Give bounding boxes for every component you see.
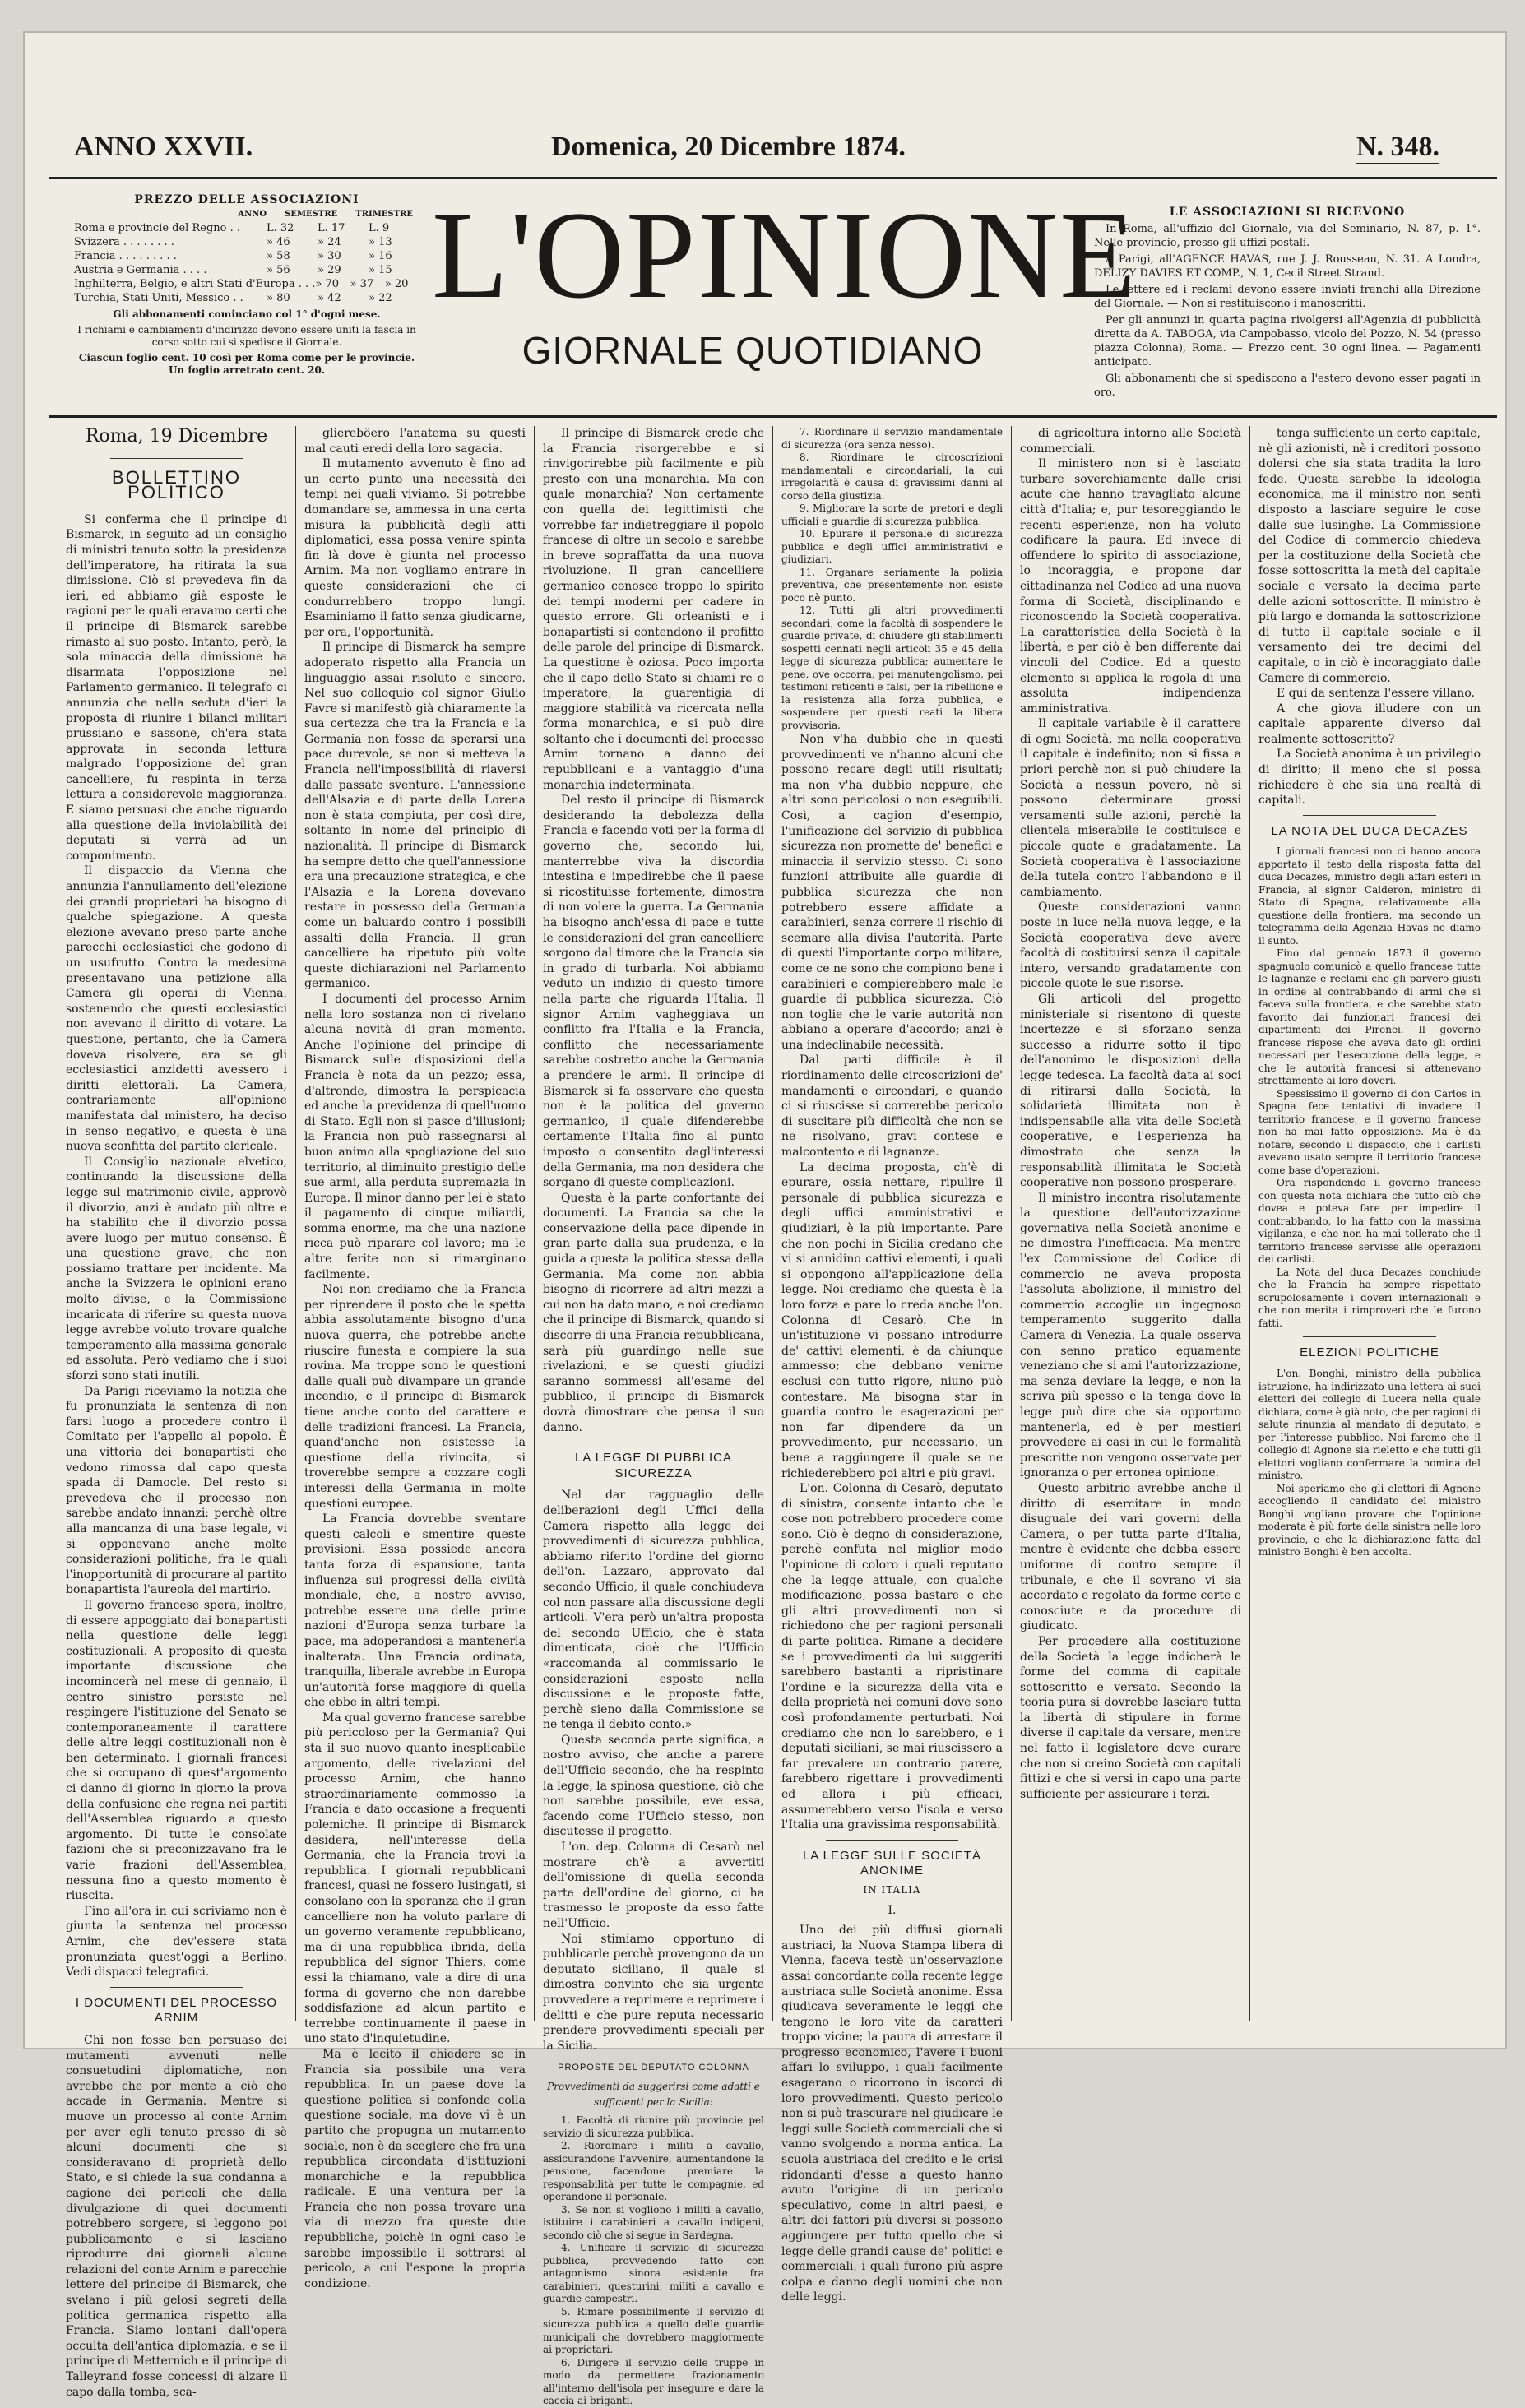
- paragraph: Il ministero non si è lasciato turbare soverchiamente dalle crisi acute che hanno travagliato alcune città d'Italia; e, pur tesoreggiando le recenti esperienze, non ha voluto codificare la paura. Ed invece di offendere lo spirito di associazione, lo incoraggia, e propone dar cittadinanza nel Codice ad una nuova forma di Società, disciplinando e riconoscendo la Società cooperativa. La caratteristica della Società è la libertà, e per ciò è ben differente dai vincoli del Codice. Ed a questo elemento si applica la regola di una assoluta indipendenza amministrativa.: [1020, 457, 1241, 715]
- paragraph: Fino all'ora in cui scriviamo non è giunta la sentenza nel processo Arnim, che dev'essere stata pronunziata quest'oggi a Berlino. Vedi dispacci telegrafici.: [66, 1904, 287, 1980]
- paragraph: Questa è la parte confortante dei documenti. La Francia sa che la conservazione della pace dipende in gran parte dalla sua prudenza, e la guida a questa la politica stessa della Germania. Ma come non abbia bisogno di ricorrere ad altri mezzi a cui non ha dato mano, e noi crediamo che il principe di Bismarck, quando si discorre di una Francia repubblicana, sarà più guardingo nelle sue rivelazioni, e se questi giudizi saranno sommessi all'esame del pubblico, il principe di Bismarck dovrà dimostrare che pensa il suo danno.: [543, 1191, 764, 1434]
- section-title: BOLLETTINO POLITICO: [112, 466, 241, 503]
- paragraph: La decima proposta, ch'è di epurare, ossia nettare, ripulire il personale di pubblica sicurezza e degli uffici amministrativi e giudiziari, è la più importante. Pare che non pochi in Sicilia credano che vi si annidino cattivi elementi, i quali si oppongono all'applicazione della legge. Noi crediamo che questa è la loro forza e pare lo creda anche l'on. Colonna di Cesarò. Che in un'istituzione vi possano introdurre de' cattivi elementi, è da chiunque ammesso; che debbano venirne esclusi con tutto rigore, niuno può contestare. Ma bisogna star in guardia contro le esagerazioni per non far dipendere da un provvedimento, pur necessario, un bene a raggiungere il quale se ne richiederebbero poi altri e più gravi.: [781, 1160, 1003, 1480]
- paragraph: La Francia dovrebbe sventare questi calcoli e smentire queste previsioni. Essa possiede ancora tanta forza di espansione, tanta influenza sui progressi della civiltà mondiale, che, a nostro avviso, potrebbe essere una delle prime nazioni d'Europa senza turbare la pace, ma adoperandosi a mantenerla inalterata. Una Francia ordinata, tranquilla, liberale avrebbe in Europa un'autorità forse maggiore di quella che ebbe in altri tempi.: [304, 1512, 526, 1710]
- rate-row: [74, 263, 419, 277]
- newspaper-page: [25, 33, 1505, 2407]
- paragraph: Non v'ha dubbio che in questi provvedimenti ve n'hanno alcuni che possono recare degli utili risultati; ma non v'ha dubbio neppure, che altri sono pericolosi o non eseguibili. Così, a cagion d'esempio, l'unificazione del servizio di pubblica sicurezza non promette de' benefici e minaccia il servizio stesso. Ci sono funzioni attribuite alle guardie di pubblica sicurezza che non potrebbero essere affidate a carabinieri, senza correre il rischio di scemare alla divisa l'autorità. Parte di questi l'importante corpo militare, come ce ne sono che compiono bene i carabinieri e compierebbero male le guardie di pubblica sicurezza. Ciò non toglie che le varie autorità non abbiano a operare d'accordo; anzi è una indeclinabile necessità.: [781, 733, 1003, 1052]
- rate-year: » 46: [267, 236, 290, 248]
- paragraph: Chi non fosse ben persuaso dei mutamenti avvenuti nelle consuetudini diplomatiche, non avrebbe che por mente a ciò che accade in Germania. Mentre si muove un processo al conte Arnim per aver egli tenuto presso di sè alcuni documenti che si consideravano di proprietà dello Stato, e si chiede la sua condanna a cagione dei pericoli che dalla divulgazione di quei documenti potrebbero sorgere, si leggono poi pubblicamente e si lasciano riprodurre dai giornali alcune relazioni del conte Arnim e parecchie lettere del principe di Bismarck, che svelano i più gelosi segreti della politica germanica rispetto alla Francia. Siamo lontani dall'opera occulta dell'antica diplomazia, e se il principe di Metternich e il principe di Talleyrand fosse concessi di alzare il capo dalla tomba, sca-: [66, 2033, 287, 2399]
- paragraph: Questo arbitrio avrebbe anche il diritto di esercitare in modo disuguale dei vari governi della Camera, o per tutta parte d'Italia, mentre è evidente che debba essere uniforme di contro sempre il tribunale, e che il sovrano vi sia accordato e regolato da forme certe e conosciute e da procedure di giudicato.: [1020, 1481, 1241, 1633]
- divider: [1303, 1336, 1436, 1337]
- paragraph: Noi non crediamo che la Francia per riprendere il posto che le spetta abbia assolutamente bisogno d'una nuova guerra, che potrebbe anche riuscire funesta e compiere la sua rovina. Ma troppe sono le questioni dalle quali può divampare un grande incendio, e il principe di Bismarck tiene anche conto del carattere e delle tradizioni francesi. La Francia, quand'anche non esistesse la questione della rivincita, si troverebbe sempre a cozzare cogli interessi della Germania in molte questioni europee.: [304, 1283, 526, 1511]
- paragraph: Del resto il principe di Bismarck desiderando la debolezza della Francia e facendo voti per la forma di governo che, secondo lui, manterrebbe viva la discordia intestina e impedirebbe che il paese si ricostituisse fortemente, dimostra di non volere la guerra. La Germania ha bisogno anch'essa di pace e tutte le considerazioni del gran cancelliere sorgono dal timore che la Francia sia in grado di turbarla. Noi abbiamo veduto un indizio di questo timore nella parte che riguarda l'Italia. Il signor Arnim vagheggiava un conflitto fra l'Italia e la Francia, conflitto che necessariamente sarebbe costretto anche la Germania a prendere le armi. Il principe di Bismarck si fa osservare che questa non è la politica del governo germanico, il quale difenderebbe certamente l'Italia fino al punto imposto o consentito dagl'interessi della Germania, ma non desidera che sorgano di queste complicazioni.: [543, 794, 764, 1190]
- paragraph: Queste considerazioni vanno poste in luce nella nuova legge, e la Società cooperativa deve avere facoltà di costituirsi senza il capitale intero, versando gradatamente con piccole quote le sue risorse.: [1020, 901, 1241, 991]
- subsection-title: PROPOSTE DEL DEPUTATO COLONNA: [558, 2063, 749, 2073]
- paragraph: La Società anonima è un privilegio di diritto; il meno che si possa richiedere è che sia una realtà di capitali.: [1258, 748, 1481, 808]
- paragraph: L'on. dep. Colonna di Cesarò nel mostrare ch'è a avvertiti dell'omissione di quella seconda parte dell'ordine del giorno, ci ha trasmesso le proposte da esso fatte nell'Ufficio.: [543, 1841, 764, 1930]
- rate-year: » 56: [267, 264, 290, 276]
- section-subtitle: IN ITALIA: [863, 1883, 921, 1896]
- paragraph: Spessissimo il governo di don Carlos in Spagna fece tentativi di invadere il territorio francese, e il governo francese non ha mai fatto opposizione. Ma è da notare, secondo il dispaccio, che i carlisti avevano usato sempre il territorio francese come base d'operazioni.: [1258, 1087, 1481, 1176]
- paragraph: Gli articoli del progetto ministeriale si risentono di queste incertezze e si sforzano senza successo a ridurre sotto il tipo dell'anonimo le disposizioni della legge tedesca. La facoltà data ai soci di ritirarsi dalla Società, la solidarietà illimitata non è indispensabile alla vita delle Società cooperative, e l'esperienza ha dimostrato che senza la responsabilità illimitata le Società cooperative non possono prosperare.: [1020, 992, 1241, 1190]
- rate-region: Austria e Germania . . . .: [74, 264, 207, 276]
- rate-region: Roma e provincie del Regno . .: [74, 222, 240, 234]
- masthead-rule: [49, 415, 1497, 418]
- paragraph: 8. Riordinare le circoscrizioni mandamentali e circondariali, la cui irregolarità è causa di gravissimi danni al corso della giustizia.: [781, 452, 1003, 502]
- section-title: LA NOTA DEL DUCA DECAZES: [1271, 823, 1468, 838]
- rate-semester: » 29: [318, 264, 341, 276]
- paragraph: E qui da sentenza l'essere villano.: [1277, 687, 1475, 701]
- col-year: ANNO: [238, 210, 267, 219]
- paragraph: 3. Se non si vogliono i militi a cavallo, istituire i carabinieri a cavallo indigeni, secondo ciò che si segue in Sardegna.: [543, 2203, 764, 2241]
- newspaper-subtitle: GIORNALE QUOTIDIANO: [521, 329, 984, 372]
- rate-region: Turchia, Stati Uniti, Messico . .: [74, 292, 243, 304]
- column-5: [1012, 426, 1250, 2021]
- newspaper-title: L'OPINIONE: [432, 186, 1138, 324]
- header-rule: [49, 177, 1497, 179]
- paragraph: gliereböero l'anatema su questi mal cauti eredi della loro sagacia.: [304, 427, 526, 456]
- ads-text: Per gli annunzi in quarta pagina rivolgersi all'Agenzia di pubblicità diretta da A. TABOGA, via Campobasso, vicolo del Pozzo, N. 54 (presso piazza Colonna), Roma. — Prezzo cent. 30 ogni linea. — Pagamenti anticipato.: [1094, 314, 1481, 368]
- paragraph: Dal parti difficile è il riordinamento delle circoscrizioni de' mandamenti e circondari, e quando ci si riuscisse si correrebbe pericolo di suscitare più difficoltà che non se ne risolvano, gravi contese e malcontento e di lagnanze.: [781, 1054, 1003, 1160]
- paragraph: Il principe di Bismarck ha sempre adoperato rispetto alla Francia un linguaggio assai risoluto e sincero. Nel suo colloquio col signor Giulio Favre si manifestò già chiaramente la sua certezza che tra la Francia e la Germania non fosse da sperarsi una pace durevole, se non si metteva la Francia nell'impossibilità di riaversi dalle passate sventure. L'annessione dell'Alsazia e di parte della Lorena non è stata compiuta, per così dire, soltanto in nome del principio di nazionalità. Il principe di Bismarck ha sempre detto che quell'annessione era una precauzione strategica, e che l'Alsazia e la Lorena dovevano restare in possesso della Germania come un baluardo contro i possibili assalti della Francia. Il gran cancelliere ha ripetuto più volte queste dichiarazioni nel Parlamento germanico.: [304, 641, 526, 991]
- subscription-heading: PREZZO DELLE ASSOCIAZIONI: [134, 193, 359, 206]
- subsection-subtitle: Provvedimenti da suggerirsi come adatti e sufficienti per la Sicilia:: [547, 2080, 760, 2108]
- column-4: [773, 426, 1012, 2304]
- paragraph: I documenti del processo Arnim nella loro sostanza non ci rivelano alcuna novità di gran momento. Anche l'opinione del principe di Bismarck sulle disposizioni della Francia è nota da un pezzo; essa, d'altronde, dimostra la perspicacia ed anche la previdenza di quell'uomo di Stato. Egli non si pasce d'illusioni; la Francia non può rassegnarsi al buon animo alla spogliazione del suo territorio, al diminuito prestigio delle sue armi, alla perduta supremazia in Europa. Il minor danno per lei è stato il pagamento di cinque miliardi, somma enorme, ma che una nazione ricca può riparare col lavoro; ma le altre ferite non si rimarginano facilmente.: [304, 992, 526, 1281]
- rate-quarter: L. 9: [369, 222, 390, 234]
- paragraph: Il dispaccio da Vienna che annunzia l'annullamento dell'elezione dei grandi proprietari ha bisogno di qualche spiegazione. A questa elezione avevano preso parte anche parecchi ecclesiastici che godono di un usufrutto. Contro la medesima presentavano una petizione alla Camera gli operai di Vienna, sostenendo che questi ecclesiastici non avevano il diritto di votare. La questione, pertanto, che la Camera doveva risolvere, era se gli ecclesiastici anzidetti avessero i diritti elettorali. La Camera, contrariamente all'opinione manifestata dal ministero, ha deciso in senso negativo, e questa è una nuova sconfitta del partito clericale.: [66, 864, 287, 1154]
- rate-year: L. 32: [267, 222, 294, 234]
- paragraph: Uno dei più diffusi giornali austriaci, la Nuova Stampa libera di Vienna, faceva testè un'osservazione assai concordante colla recente legge austriaca sulle Società anonime. Essa giudicava severamente le leggi che tengono le loro vite da caratteri troppo vicine; la paura di arrestare il progresso economico, l'avere i buoni affari lo sviluppo, i quali facilmente esagerano o ricorrono in iscorci di loro provvedimenti. Questo pericolo non si può trascurare nel giudicare le leggi sulle Società commerciali che si vanno svolgendo a norma antica. La scuola austriaca del credito e le crisi ridondanti d'esse a questo hanno avuto l'origine di un pericolo speculativo, come in altri paesi, e altri dei fattori più diversi si possono aggiungere per tutto quello che si legge delle grandi cause de' politici e commerciali, i quali furono più aspre colpa e danno degli uomini che non delle leggi.: [781, 1924, 1003, 2304]
- section-title: ELEZIONI POLITICHE: [1300, 1345, 1439, 1360]
- column-3: [535, 426, 773, 2407]
- paragraph: Ma qual governo francese sarebbe più pericoloso per la Germania? Qui sta il suo nuovo quanto inesplicabile argomento, delle rivelazioni del processo Arnim, che hanno straordinariamente commosso la Francia e dato occasione a frequenti polemiche. Il principe di Bismarck desidera, nell'interesse della Germania, che la Francia trovi la repubblica. I giornali repubblicani francesi, quasi ne fossero lusingati, si consolano con la speranza che il gran cancelliere non ha voluto parlare di un governo veramente repubblicano, ma di una repubblica ibrida, della repubblica del signor Thiers, come essi la chiamano, vale a dire di una forma di governo che non darebbe soddisfazione ad alcun partito e terrebbe continuamente il paese in uno stato d'inquietudine.: [304, 1711, 526, 2046]
- divider: [110, 1987, 243, 1988]
- subscription-note: I richiami e cambiamenti d'indirizzo devono essere uniti la fascia in corso sotto cui si spedisce il Giornale.: [77, 324, 416, 348]
- divider: [826, 1840, 958, 1841]
- advertising-box: [1094, 206, 1481, 402]
- paragraph: Questa seconda parte significa, a nostro avviso, che anche a parere dell'Ufficio secondo, che ha respinto la legge, la spinosa questione, ciò che non sarebbe possibile, eve essa, facendo come l'Ufficio stesso, non discutesse il progetto.: [543, 1733, 764, 1839]
- rate-year: » 58: [267, 250, 290, 262]
- rate-row: [74, 291, 419, 305]
- rate-region: Inghilterra, Belgio, e altri Stati d'Europa . . .: [74, 278, 316, 290]
- subscription-box: [74, 193, 419, 377]
- rate-region: Svizzera . . . . . . . .: [74, 236, 174, 248]
- issue-serial: N. 348.: [1356, 132, 1439, 164]
- paragraph: 1. Facoltà di riunire più provincie pel servizio di sicurezza pubblica.: [543, 2114, 764, 2139]
- issue-number: ANNO XXVII.: [74, 132, 253, 162]
- rate-quarter: » 13: [369, 236, 392, 248]
- paragraph: Ora rispondendo il governo francese con questa nota dichiara che tutto ciò che dovea e poteva fare per impedire il contrabbando, lo ha fatto con la massima vigilanza, e che non ha mai tollerato che il territorio francese servisse alle operazioni dei carlisti.: [1258, 1177, 1481, 1266]
- dateline: Roma, 19 Dicembre: [85, 426, 268, 447]
- paragraph: Da Parigi riceviamo la notizia che fu pronunziata la sentenza di non farsi luogo a procedere contro il Comitato per l'appello al popolo. È una vittoria dei bonapartisti che vedono rimossa dal capo questa spada di Damocle. Del resto si prevedeva che il processo non sarebbe andato innanzi; perchè oltre alla mancanza di una base legale, vi si opponevano anche molte considerazioni politiche, fra le quali l'inopportunità di procurare al partito bonapartista l'aureola del martirio.: [66, 1384, 287, 1597]
- rate-semester: » 37: [350, 278, 374, 290]
- rate-semester: » 42: [318, 292, 341, 304]
- subscription-note: Gli abbonamenti cominciano col 1° d'ogni mese.: [113, 308, 381, 320]
- rate-row: [74, 277, 419, 291]
- paragraph: Il governo francese spera, inoltre, di essere appoggiato dai bonapartisti nella questione delle leggi costituzionali. A proposito di questa importante discussione che incomincerà nel mese di gennaio, il centro sinistro persiste nel respingere l'istituzione del Senato se contemporaneamente il carattere delle altre leggi costituzionali non è ben determinato. I giornali francesi che si occupano di quest'argomento ci danno di giorno in giorno la prova della confusione che regna nei partiti dell'Assemblea riguardo a questo argomento. Di tutte le consolate fazioni che si preconizzavano fra le varie frazioni dell'Assemblea, nessuna fino a questo momento è riuscita.: [66, 1598, 287, 1903]
- paragraph: Per procedere alla costituzione della Società la legge indicherà le forme del comma di capitale sottoscritto e versato. Secondo la teoria pura si dovrebbe lasciare tutta la libertà di stipulare in forme diverse il capitale da versare, mentre nel fatto il legislatore deve curare che non si creino Società con capitali fittizi e che si versi in capo una parte sufficiente per assicurare i terzi.: [1020, 1634, 1241, 1801]
- rate-quarter: » 22: [369, 292, 392, 304]
- paragraph: Il capitale variabile è il carattere di ogni Società, ma nella cooperativa il capitale è indefinito; non si fissa a priori perchè non si può chiudere la Società a nessun povero, nè si possono determinare grossi versamenti sulle azioni, perchè la clientela miserabile le costituisce e piccole quote e gradatamente. La Società cooperativa è l'associazione della tutela contro l'abbandono e il cambiamento.: [1020, 717, 1241, 899]
- paragraph: 9. Migliorare la sorte de' pretori e degli ufficiali e guardie di sicurezza pubblica.: [781, 502, 1003, 527]
- paragraph: Il ministro incontra risolutamente la questione dell'autorizzazione governativa nella Società anonime e ne dimostra l'inefficacia. Ma mentre l'ex Commissione del Codice di commercio ne aveva proposta l'assoluta abolizione, il ministro del commercio accoglie un ingegnoso temperamento suggerito dalla Camera di Venezia. La quale osserva con senno pratico equamente veneziano che si ami l'autorizzazione, ma senza deviare la legge, e non la scriva più spesso e la tenga dove la legge può dire che sia opportuno mantenerla, ed è per mestieri provvedere ai casi in cui le formalità prescritte non vengono osservate per ignoranza o per erronea opinione.: [1020, 1191, 1241, 1480]
- paragraph: 5. Rimare possibilmente il servizio di sicurezza pubblica a quello delle guardie municipali che dovrebbero maggiormente ai proprietari.: [543, 2305, 764, 2356]
- paragraph: 11. Organare seriamente la polizia preventiva, che presentemente non esiste poco nè punto.: [781, 566, 1003, 604]
- divider: [110, 458, 243, 459]
- rate-quarter: » 15: [369, 264, 392, 276]
- rate-quarter: » 20: [384, 278, 409, 290]
- divider: [1303, 815, 1436, 816]
- paragraph: Il mutamento avvenuto è fino ad un certo punto una necessità dei tempi nei quali viviamo. Si potrebbe domandare se, ammessa in una certa misura la pubblicità degli atti diplomatici, essa possa venire spinta fin là dove è giunta nel processo Arnim. Ma non vogliamo entrare in queste considerazioni che ci condurrebbero troppo lungi. Esaminiamo il fatto senza giudicarne, per ora, l'opportunità.: [304, 457, 526, 639]
- col-quarter: TRIMESTRE: [355, 210, 413, 219]
- paragraph: A che giova illudere con un capitale apparente diverso dal realmente sottoscritto?: [1258, 702, 1481, 746]
- column-1: [58, 426, 296, 2399]
- rate-region: Francia . . . . . . . . .: [74, 250, 177, 262]
- paragraph: L'on. Bonghi, ministro della pubblica istruzione, ha indirizzato una lettera ai suoi elettori dei collegio di Lucera nella quale dichiara, come è già noto, che per ragioni di salute rinunzia al mandato di deputato, e per l'interesse pubblico. Noi faremo che il collegio di Agnone sia rieletto e che tutti gli elettori vogliano confermare la nomina del ministro.: [1258, 1368, 1481, 1482]
- article-columns: [58, 426, 1489, 2407]
- paragraph: L'on. Colonna di Cesarò, deputato di sinistra, consente intanto che le cose non potrebbero procedere come sono. Ciò è degno di considerazione, perchè confuta nel miglior modo l'opinione di coloro i quali reputano che la legge attuale, con qualche modificazione, possa bastare e che gli altri provvedimenti non si richiedono che per ragioni personali di parte politica. Rimane a decidere se i provvedimenti da lui suggeriti sarebbero bastanti a ripristinare l'ordine e la sicurezza della vita e della proprietà nei comuni dove sono così profondamente perturbati. Noi crediamo che non lo sarebbero, e i deputati siciliani, se mai riuscissero a far prevalere un contrario parere, farebbero rigettare i provvedimenti ed allora i più efficaci, assumerebbero verso l'isola e verso l'Italia una gravissima responsabilità.: [781, 1482, 1003, 1832]
- column-2: [296, 426, 535, 2290]
- paragraph: Il Consiglio nazionale elvetico, continuando la discussione della legge sul matrimonio civile, approvò il divorzio, anzi è andato più oltre e ha stabilito che il divorzio possa avere luogo per mutuo consenso. È una questione grave, che non possiamo trattare per incidente. Ma anche la Svizzera le opinioni erano molto divise, e la Commissione incaricata di riferire su questa nuova legge avrebbe voluto trovare qualche temperamento alla massima generale ed assoluta. Però vediamo che i suoi sforzi sono stati inutili.: [66, 1155, 287, 1383]
- ads-text: Gli abbonamenti che si spediscono a l'estero devono esser pagati in oro.: [1094, 373, 1481, 399]
- paragraph: Noi stimiamo opportuno di pubblicarle perchè provengono da un deputato siciliano, il quale si dimostra convinto che sia urgente provvedere a reprimere e reprimere i delitti e che pure reputa necessario prendere provvedimenti speciali per la Sicilia.: [543, 1932, 764, 2053]
- rate-year: » 80: [267, 292, 290, 304]
- rate-row: [74, 235, 419, 249]
- paragraph: 4. Unificare il servizio di sicurezza pubblica, provvedendo fatto con antagonismo sinora esistente fra carabinieri, questurini, militi a cavallo e guardie campestri.: [543, 2242, 764, 2305]
- paragraph: tenga sufficiente un certo capitale, nè gli azionisti, nè i creditori possono dolersi che sia stata tradita la loro fede. Questa sarebbe la ideologia economica; ma il ministro non sentì disposto a lasciare seguire le cose dalle sue lusinghe. La Commissione del Codice di commercio chiedeva per la costituzione della Società che fosse sottoscritta la metà del capitale sociale e versato la decima parte delle azioni sottoscritte. Il ministro è più largo e domanda la sottoscrizione di tutto il capitale sociale e il versamento dei tre decimi del capitale, o in ciò è incoraggiato dalle Camere di commercio.: [1258, 427, 1481, 685]
- rate-quarter: » 16: [369, 250, 392, 262]
- paragraph: Fino dal gennaio 1873 il governo spagnuolo comunicò a quello francese tutte le lagnanze e reclami che gli parvero giusti in ordine al contrabbando di armi che si faceva sulla frontiera, e che sarebbe stato favorito dai funzionari francesi dei dipartimenti dei Pirenei. Il governo francese rispose che aveva dato gli ordini necessari per l'esecuzione della legge, e che le autorità francesi si attenevano strettamente ai loro doveri.: [1258, 947, 1481, 1087]
- rate-semester: » 30: [318, 250, 341, 262]
- paragraph: I giornali francesi non ci hanno ancora apportato il testo della risposta fatta dal duca Decazes, ministro degli affari esteri in Francia, al signor Calderon, ministro di Stato di Spagna, relativamente alla questione della frontiera, ma secondo un telegramma della Agenzia Havas ne diamo il sunto.: [1258, 845, 1481, 947]
- paragraph: Il principe di Bismarck crede che la Francia risorgerebbe e si rinvigorirebbe più facilmente e più presto con una monarchia. Ma con quale monarchia? Non certamente con quella dei legittimisti che vorrebbe far indietreggiare il popolo francese di oltre un secolo e sarebbe in breve sopraffatta da una nuova rivoluzione. Il gran cancelliere germanico conosce troppo lo spirito dei tempi moderni per cadere in questo errore. Gli orleanisti e i bonapartisti si contendono il profitto delle parole del principe di Bismarck. La questione è oziosa. Poco importa che il capo dello Stato si chiami re o imperatore; la guarentigia di maggiore stabilità va ricercata nella forma monarchica, e si può dire soltanto che i documenti del processo Arnim tornano a danno dei repubblicani e a vantaggio d'una monarchia indeterminata.: [543, 427, 764, 792]
- paragraph: Noi speriamo che gli elettori di Agnone accogliendo il candidato del ministro Bonghi vogliano provare che l'opinione moderata è più forte della sinistra nelle loro provincie, e che la dichiarazione fatta dal ministro Bonghi è ben accolta.: [1258, 1482, 1481, 1558]
- rate-semester: L. 17: [318, 222, 345, 234]
- rate-year: » 70: [315, 278, 340, 290]
- col-semester: SEMESTRE: [285, 210, 338, 219]
- paragraph: Nel dar ragguaglio delle deliberazioni degli Uffici della Camera rispetto alla legge dei provvedimenti di sicurezza pubblica, abbiamo riferito l'ordine del giorno dell'on. Lazzaro, approvato dal secondo Ufficio, il quale conchiudeva col non passare alla discussione degli articoli. V'era però un'altra proposta del secondo Ufficio, che è stata dimenticata, cioè che l'Ufficio «raccomanda al commissario le considerazioni esposte nella discussione e le proposte fatte, perchè sieno dalla Commissione se ne tenga il debito conto.»: [543, 1489, 764, 1732]
- paragraph: di agricoltura intorno alle Società commerciali.: [1020, 427, 1241, 456]
- paragraph: Ma è lecito il chiedere se in Francia sia possibile una vera repubblica. In un paese dove la questione politica si confonde colla questione sociale, ma dove vi è un partito che propugna un mutamento sociale, non è da sceglere che fra una repubblica circondata d'istituzioni monarchiche e la repubblica radicale. E una ventura per la Francia che non possa trovare una via di mezzo fra queste due repubbliche, poichè in ogni caso le sarebbe impossibile il sottrarsi al pericolo, a cui l'espone la propria condizione.: [304, 2047, 526, 2290]
- advertising-heading: LE ASSOCIAZIONI SI RICEVONO: [1169, 206, 1406, 219]
- column-6: [1250, 426, 1489, 2021]
- section-title: LA LEGGE DI PUBBLICA SICUREZZA: [575, 1451, 732, 1480]
- issue-date: Domenica, 20 Dicembre 1874.: [551, 132, 906, 162]
- paragraph: 7. Riordinare il servizio mandamentale di sicurezza (ora senza nesso).: [781, 426, 1003, 451]
- rate-row: [74, 221, 419, 235]
- masthead: [432, 186, 1138, 373]
- section-title: I DOCUMENTI DEL PROCESSO ARNIM: [75, 1995, 278, 2026]
- subscription-columns: [74, 207, 419, 221]
- paragraph: 6. Dirigere il servizio delle truppe in modo da permettere frazionamento all'interno dell'isola per inseguire e dare la caccia ai briganti.: [543, 2356, 764, 2407]
- section-title: LA LEGGE SULLE SOCIETÀ ANONIME: [802, 1848, 982, 1878]
- subscription-note: Ciascun foglio cent. 10 così per Roma come per le provincie. Un foglio arretrato cent. 20.: [78, 352, 415, 376]
- paragraph: 10. Epurare il personale di sicurezza pubblica e degli uffici amministrativi e giudiziari.: [781, 528, 1003, 565]
- rate-row: [74, 249, 419, 263]
- paragraph: 12. Tutti gli altri provvedimenti secondari, come la facoltà di sospendere le guardie private, di chiudere gli stabilimenti sospetti cennati negli articoli 35 e 45 della legge di sicurezza pubblica; aumentare le pene, ove occorra, pei manutengolismo, pei testimoni reticenti e falsi, per la ribellione e la resistenza alla forza pubblica, e sospendere per questi reati la libera provvisoria.: [781, 604, 1003, 731]
- paragraph: La Nota del duca Decazes conchiude che la Francia ha sempre rispettato scrupolosamente i doveri internazionali e che non merita i rimproveri che le furono fatti.: [1258, 1266, 1481, 1329]
- paragraph: Si conferma che il principe di Bismarck, in seguito ad un consiglio di ministri tenuto sotto la presidenza dell'imperatore, ha ritirata la sua dimissione. Ciò si prevedeva fin da ieri, ed abbiamo già esposte le ragioni per le quali eravamo certi che il principe di Bismarck sarebbe rimasto al suo posto. Intanto, però, la sola minaccia della dimissione ha disarmata l'opposizione nel Parlamento germanico. Il telegrafo ci annunzia che nella seduta d'ieri la proposta di riunire i bilanci militari prussiano e sassone, ch'era stata approvata in seconda lettura malgrado l'opposizione del gran cancelliere, fu respinta in terza lettura a considerevole maggioranza. E siamo persuasi che anche riguardo alla questione della inviolabilità dei deputati si verrà ad un componimento.: [66, 512, 287, 863]
- paragraph: 2. Riordinare i militi a cavallo, assicurandone l'avvenire, aumentandone la pensione, facendone premiare la responsabilità per tutte le compagnie, ed operandone il personale.: [543, 2140, 764, 2203]
- ads-text: In Roma, all'uffizio del Giornale, via del Seminario, N. 87, p. 1°. Nelle provincie, presso gli uffizi postali.: [1094, 223, 1481, 249]
- ads-text: Le lettere ed i reclami devono essere inviati franchi alla Direzione del Giornale. — Non si restituiscono i manoscritti.: [1094, 284, 1481, 310]
- ads-text: A Parigi, all'AGENCE HAVAS, rue J. J. Rousseau, N. 31. A Londra, DELIZY DAVIES ET COMP., N. 1, Cecil Street Strand.: [1094, 253, 1481, 280]
- rate-semester: » 24: [318, 236, 341, 248]
- part-number: I.: [888, 1903, 897, 1917]
